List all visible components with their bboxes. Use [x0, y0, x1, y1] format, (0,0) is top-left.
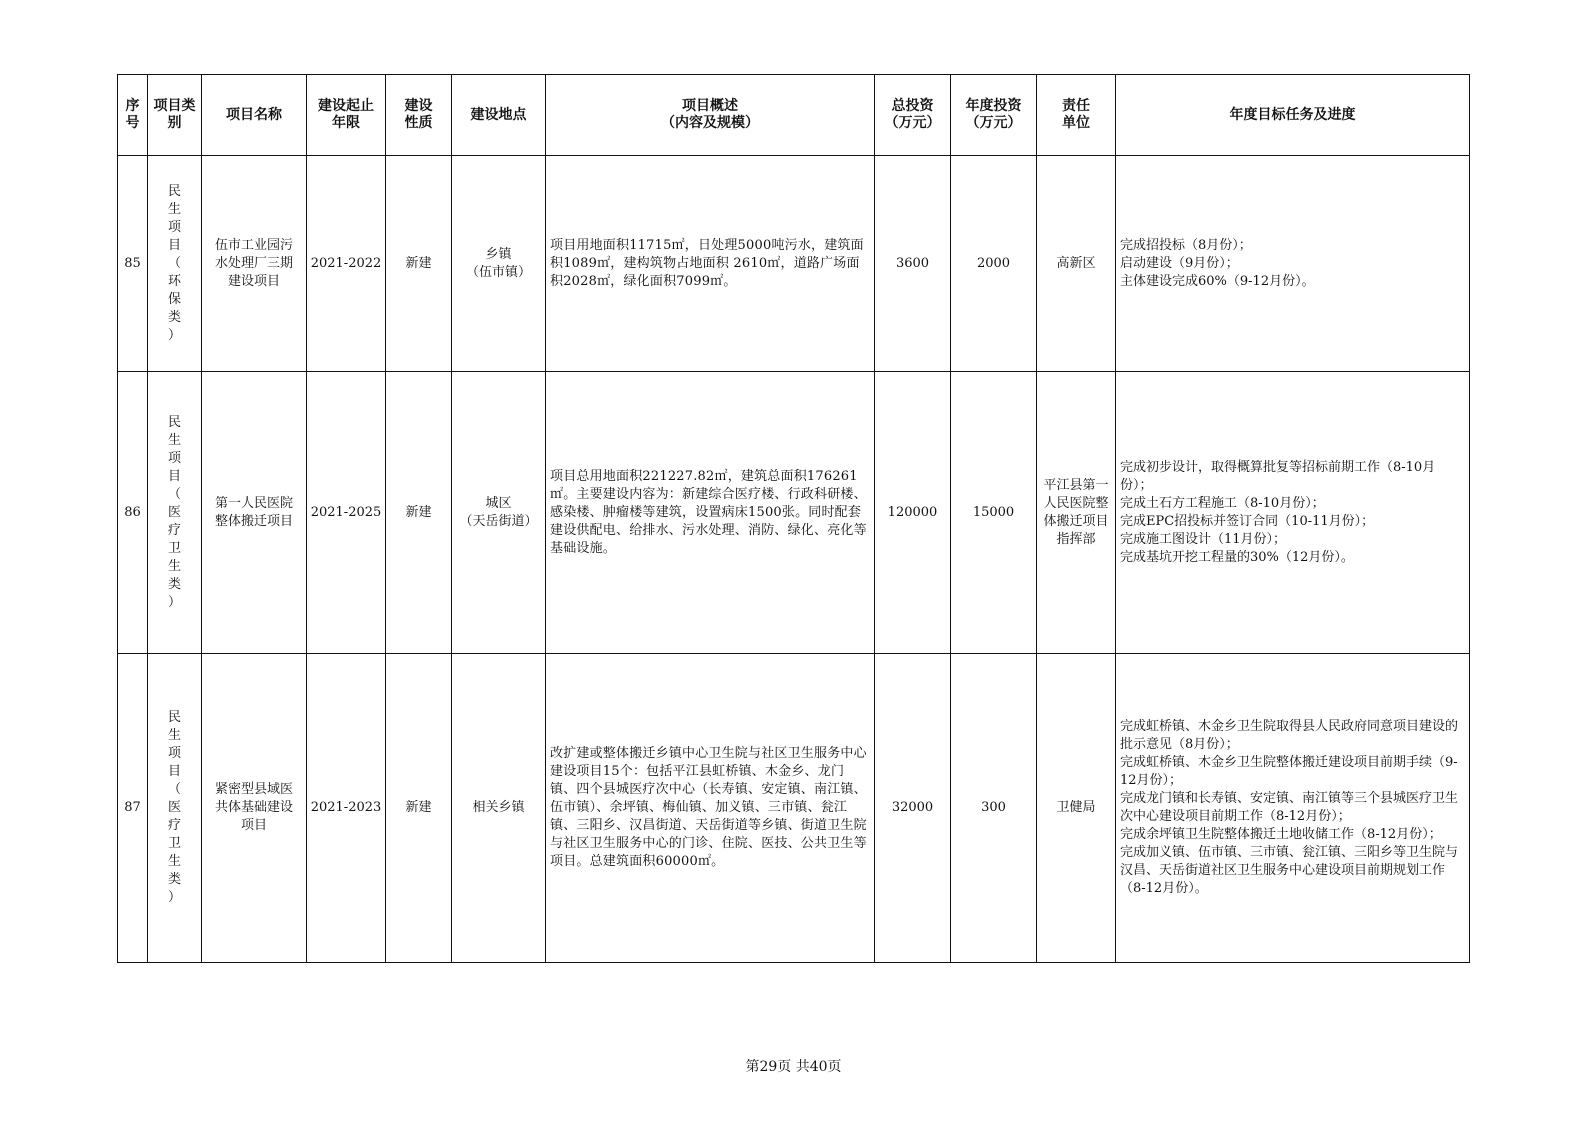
- cell-period: 2021-2025: [307, 372, 386, 654]
- cell-overview: 项目总用地面积221227.82㎡，建筑总面积176261㎡。主要建设内容为：新建综合医疗楼、行政科研楼、感染楼、肿瘤楼等建筑，设置病床1500张。同时配套建设供配电、给排水、污水处理、消防、绿化、亮化等基础设施。: [546, 372, 875, 654]
- cell-location: 城区 （天岳街道）: [452, 372, 546, 654]
- cell-nature: 新建: [386, 654, 452, 963]
- cell-total-invest: 32000: [875, 654, 951, 963]
- cell-name: 伍市工业园污 水处理厂三期 建设项目: [202, 156, 307, 372]
- cell-category: 民 生 项 目 （ 环 保 类 ）: [148, 156, 202, 372]
- cell-targets: 完成招投标（8月份）； 启动建设（9月份）； 主体建设完成60%（9-12月份）。: [1116, 156, 1470, 372]
- header-overview: 项目概述 （内容及规模）: [546, 75, 875, 156]
- cell-targets: 完成虹桥镇、木金乡卫生院取得县人民政府同意项目建设的批示意见（8月份）； 完成虹桥镇、木金乡卫生院整体搬迁建设项目前期手续（9-12月份）； 完成龙门镇和长寿镇、安定镇、南江镇等三个县城医疗卫生次中心建设项目前期工作（8-12月份）； 完成余坪镇卫生院整体搬迁土地收储工作（8-12月份）； 完成加义镇、伍市镇、三市镇、瓮江镇、三阳乡等卫生院与汉昌、天岳街道社区卫生服务中心建设项目前期规划工作（8-12月份）。: [1116, 654, 1470, 963]
- cell-annual-invest: 300: [951, 654, 1037, 963]
- cell-category: 民 生 项 目 （ 医 疗 卫 生 类 ）: [148, 654, 202, 963]
- cell-annual-invest: 15000: [951, 372, 1037, 654]
- header-total-invest: 总投资 （万元）: [875, 75, 951, 156]
- cell-nature: 新建: [386, 156, 452, 372]
- header-seq: 序 号: [118, 75, 148, 156]
- page-footer: 第29页 共40页: [745, 1059, 842, 1075]
- cell-overview: 改扩建或整体搬迁乡镇中心卫生院与社区卫生服务中心建设项目15个：包括平江县虹桥镇、木金乡、龙门镇、四个县城医疗次中心（长寿镇、安定镇、南江镇、伍市镇）、余坪镇、梅仙镇、加义镇、三市镇、瓮江镇、三阳乡、汉昌街道、天岳街道等乡镇、街道卫生院与社区卫生服务中心的门诊、住院、医技、公共卫生等项目。总建筑面积60000㎡。: [546, 654, 875, 963]
- cell-period: 2021-2022: [307, 156, 386, 372]
- table-row: [118, 654, 1470, 963]
- cell-seq: 85: [118, 156, 148, 372]
- cell-name: 第一人民医院 整体搬迁项目: [202, 372, 307, 654]
- header-category: 项目类 别: [148, 75, 202, 156]
- header-period: 建设起止 年限: [307, 75, 386, 156]
- project-table: [117, 74, 1470, 963]
- cell-name: 紧密型县域医 共体基础建设 项目: [202, 654, 307, 963]
- cell-annual-invest: 2000: [951, 156, 1037, 372]
- header-location: 建设地点: [452, 75, 546, 156]
- cell-seq: 87: [118, 654, 148, 963]
- cell-unit: 平江县第一 人民医院整 体搬迁项目 指挥部: [1037, 372, 1116, 654]
- cell-total-invest: 120000: [875, 372, 951, 654]
- cell-seq: 86: [118, 372, 148, 654]
- header-unit: 责任 单位: [1037, 75, 1116, 156]
- cell-category: 民 生 项 目 （ 医 疗 卫 生 类 ）: [148, 372, 202, 654]
- header-nature: 建设 性质: [386, 75, 452, 156]
- table-row: [118, 156, 1470, 372]
- cell-location: 相关乡镇: [452, 654, 546, 963]
- header-name: 项目名称: [202, 75, 307, 156]
- cell-period: 2021-2023: [307, 654, 386, 963]
- cell-unit: 卫健局: [1037, 654, 1116, 963]
- cell-overview: 项目用地面积11715㎡，日处理5000吨污水，建筑面积1089㎡，建构筑物占地面积 2610㎡，道路广场面积2028㎡，绿化面积7099㎡。: [546, 156, 875, 372]
- cell-unit: 高新区: [1037, 156, 1116, 372]
- cell-total-invest: 3600: [875, 156, 951, 372]
- header-row: [118, 75, 1470, 156]
- table-row: [118, 372, 1470, 654]
- cell-targets: 完成初步设计，取得概算批复等招标前期工作（8-10月份）； 完成土石方工程施工（8-10月份）； 完成EPC招投标并签订合同（10-11月份）； 完成施工图设计（11月份）； 完成基坑开挖工程量的30%（12月份）。: [1116, 372, 1470, 654]
- cell-location: 乡镇 （伍市镇）: [452, 156, 546, 372]
- header-targets: 年度目标任务及进度: [1116, 75, 1470, 156]
- cell-nature: 新建: [386, 372, 452, 654]
- header-annual-invest: 年度投资 （万元）: [951, 75, 1037, 156]
